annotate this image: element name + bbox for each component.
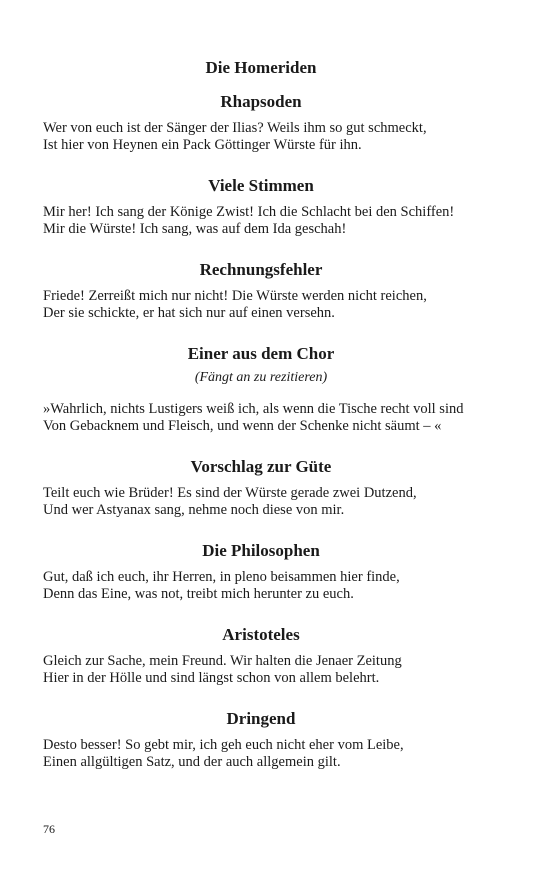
- section-einer-aus-dem-chor: [43, 344, 479, 435]
- page-content: [43, 58, 479, 771]
- verse-line: Denn das Eine, was not, treibt mich herunter zu euch.: [43, 586, 354, 602]
- verse-block: [43, 569, 479, 603]
- verse-line: »Wahrlich, nichts Lustigers weiß ich, als wenn die Tische recht voll sind: [43, 401, 464, 417]
- verse-block: [43, 401, 479, 435]
- stage-direction: (Fängt an zu rezitieren): [194, 370, 328, 385]
- verse-line: Wer von euch ist der Sänger der Ilias? Weils ihm so gut schmeckt,: [43, 120, 427, 136]
- verse-block: [43, 120, 479, 154]
- verse-line: Teilt euch wie Brüder! Es sind der Würste gerade zwei Dutzend,: [43, 485, 417, 501]
- verse-block: [43, 204, 479, 238]
- section-heading: Dringend: [226, 709, 296, 728]
- verse-line: Desto besser! So gebt mir, ich geh euch nicht eher vom Leibe,: [43, 737, 404, 753]
- verse-block: [43, 653, 479, 687]
- verse-line: Einen allgültigen Satz, und der auch allgemein gilt.: [43, 754, 341, 770]
- section-aristoteles: [43, 625, 479, 687]
- section-heading: Die Philosophen: [202, 541, 320, 560]
- section-viele-stimmen: [43, 176, 479, 238]
- section-heading: Rechnungsfehler: [199, 260, 323, 279]
- section-rechnungsfehler: [43, 260, 479, 322]
- verse-block: [43, 288, 479, 322]
- section-heading: Vorschlag zur Güte: [190, 457, 332, 476]
- section-heading: Viele Stimmen: [208, 176, 314, 195]
- verse-line: Ist hier von Heynen ein Pack Göttinger Würste für ihn.: [43, 137, 362, 153]
- page-number: 76: [43, 822, 55, 836]
- verse-block: [43, 485, 479, 519]
- section-dringend: [43, 709, 479, 771]
- section-heading: Einer aus dem Chor: [187, 344, 335, 363]
- verse-line: Von Gebacknem und Fleisch, und wenn der Schenke nicht säumt – «: [43, 418, 442, 434]
- verse-line: Und wer Astyanax sang, nehme noch diese von mir.: [43, 502, 345, 518]
- verse-line: Der sie schickte, er hat sich nur auf einen versehn.: [43, 305, 335, 321]
- verse-block: [43, 737, 479, 771]
- verse-line: Mir die Würste! Ich sang, was auf dem Ida geschah!: [43, 221, 347, 237]
- verse-line: Hier in der Hölle und sind längst schon von allem belehrt.: [43, 670, 380, 686]
- section-heading: Rhapsoden: [220, 92, 302, 111]
- verse-line: Friede! Zerreißt mich nur nicht! Die Würste werden nicht reichen,: [43, 288, 427, 304]
- section-heading: Aristoteles: [222, 625, 300, 644]
- section-die-philosophen: [43, 541, 479, 603]
- verse-line: Gut, daß ich euch, ihr Herren, in pleno beisammen hier finde,: [43, 569, 400, 585]
- section-rhapsoden: [43, 92, 479, 154]
- section-vorschlag-zur-guete: [43, 457, 479, 519]
- verse-line: Mir her! Ich sang der Könige Zwist! Ich die Schlacht bei den Schiffen!: [43, 204, 455, 220]
- page-title: Die Homeriden: [205, 58, 317, 77]
- verse-line: Gleich zur Sache, mein Freund. Wir halten die Jenaer Zeitung: [43, 653, 402, 669]
